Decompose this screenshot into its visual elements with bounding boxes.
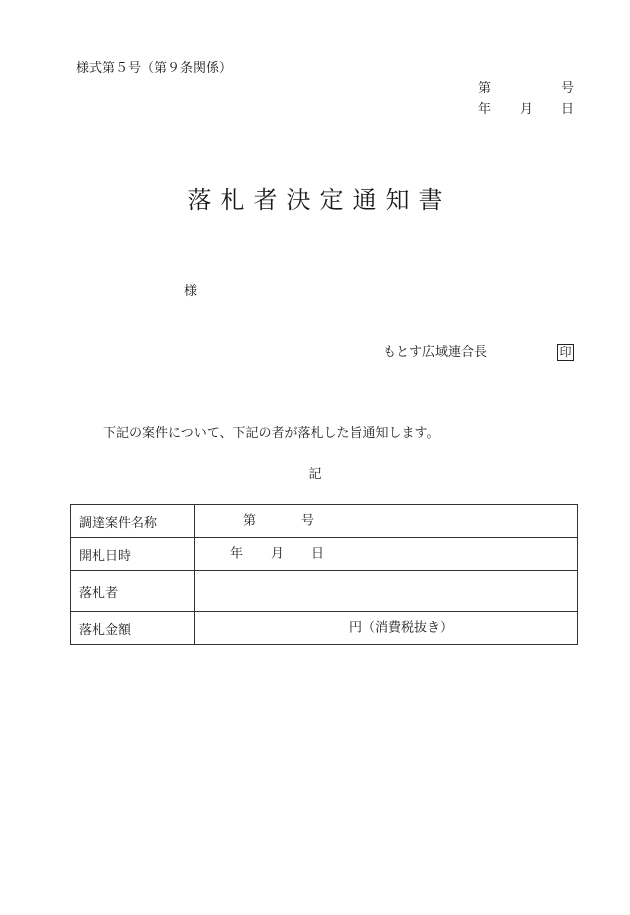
label-winning-amount: 落札金額 [71,612,195,645]
form-number: 様式第５号（第９条関係） [76,61,233,76]
opening-year: 年 [230,546,244,562]
issue-date-line [478,103,574,117]
label-opening-datetime: 開札日時 [71,538,195,571]
ki-heading: 記 [308,467,322,482]
issue-date-day: 日 [560,102,574,117]
issuer-name: もとす広域連合長 [383,345,488,360]
table-row-winning-amount [71,612,578,645]
value-winning-amount [195,612,578,645]
document-number-suffix: 号 [560,81,574,96]
document-number-line [478,82,574,96]
label-winning-bidder: 落札者 [71,571,195,612]
addressee-honorific: 様 [184,284,198,299]
seal-mark: 印 [557,344,574,361]
opening-month: 月 [271,546,285,562]
issue-date-year: 年 [478,102,492,117]
details-table [70,504,578,645]
value-opening-datetime [195,538,578,571]
opening-day: 日 [311,546,325,562]
notice-body-text: 下記の案件について、下記の者が落札した旨通知します。 [103,426,440,441]
procurement-number-prefix: 第 [243,513,257,529]
document-title: 落札者決定通知書 [187,186,452,214]
table-row-winning-bidder [71,571,578,612]
value-procurement-name [195,505,578,538]
value-winning-bidder [195,571,578,612]
issue-date-month: 月 [520,102,534,117]
document-number-prefix: 第 [478,81,492,96]
procurement-number-suffix: 号 [301,513,315,529]
amount-unit-tax-note: 円（消費税抜き） [349,620,454,636]
label-procurement-name: 調達案件名称 [71,505,195,538]
table-row-opening-datetime [71,538,578,571]
table-row-procurement-name [71,505,578,538]
